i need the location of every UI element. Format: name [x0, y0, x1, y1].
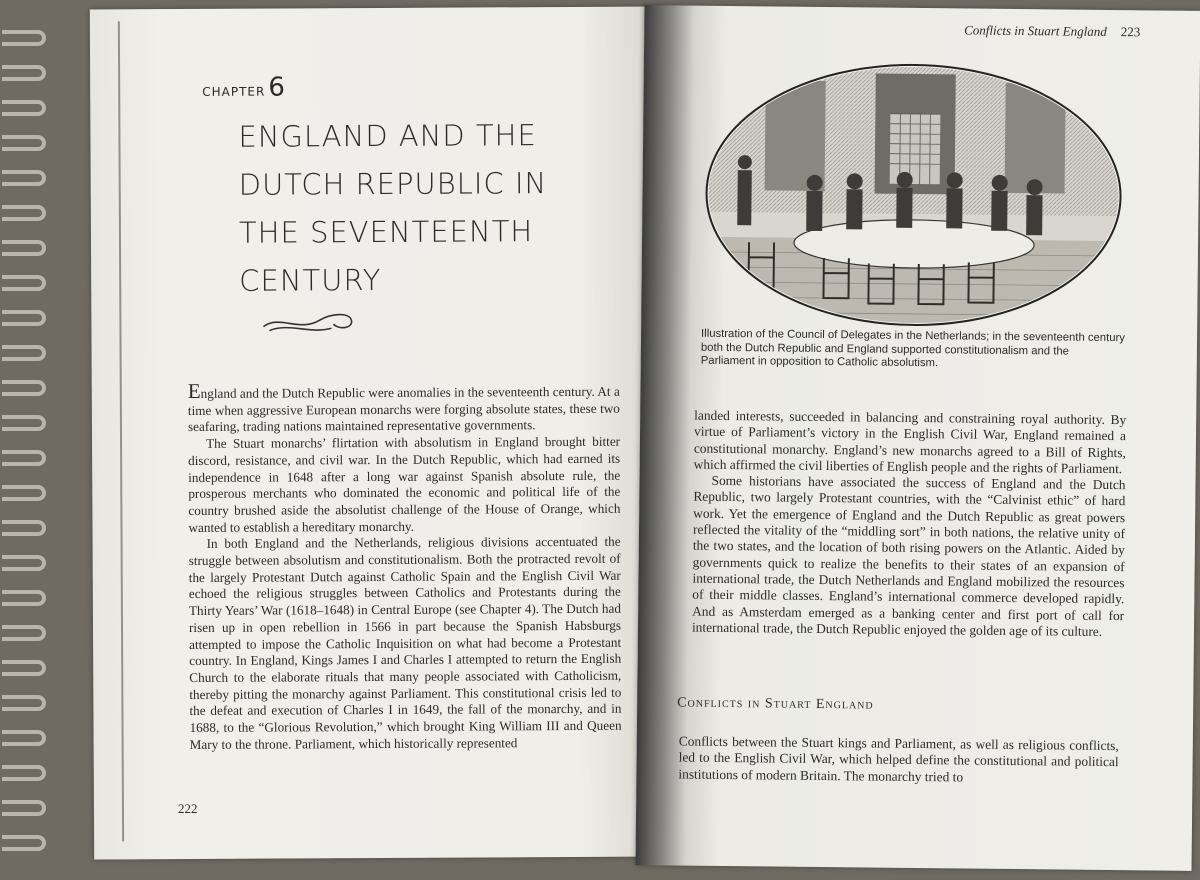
paragraph: [187, 378, 620, 436]
title-line: DUTCH REPUBLIC IN: [238, 166, 548, 202]
page-number: 223: [1120, 24, 1141, 40]
title-line: THE SEVENTEENTH: [238, 214, 534, 250]
paragraph: The Stuart monarchs’ flirtation with absolutism in England brought bitter discord, resistance, and civil war. In the Dutch Republic, which had earned its independence in 1648 after a long war against Spanish absolute rule, the prosperous merchants who dominated the economic and political life of the country brushed aside the absolutist challenge of the House of Orange, which wanted to establish a hereditary monarchy.: [188, 433, 621, 535]
page-number: 222: [177, 800, 198, 817]
paragraph: Some historians have associated the success of England and the Dutch Republic, two largely Protestant countries, with the “Calvinist ethic” of hard work. Yet the emergence of England and the Dutch Republic as great powers reflected the vitality of the “middling sort” in both nations, the relative unity of the two states, and the location of both rising powers on the Atlantic. Aided by governments quick to realize the benefits to their states of an expansion of international trade, the Dutch Netherlands and England mobilized the resources of their middle classes. England’s international commerce developed rapidly. And as Amsterdam emerged as a banking center and first port of call for international trade, the Dutch Republic enjoyed the golden age of its culture.: [691, 473, 1126, 639]
paragraph-text: ngland and the Dutch Republic were anomalies in the seventeenth century. At a time when aggressive European monarchs were forging absolute states, these two seafaring, trading nations maintained representative governments.: [187, 383, 620, 435]
paragraph: landed interests, succeeded in balancing and constraining royal authority. By virtue of Parliament’s victory in the English Civil War, England remained a constitutional monarchy. England’s new monarchs agreed to a Bill of Rights, which affirmed the civil liberties of English people and the rights of Parliament.: [693, 407, 1127, 477]
chapter-label: [202, 72, 286, 102]
chapter-word: CHAPTER: [202, 84, 266, 99]
section-heading: Conflicts in Stuart England: [677, 695, 874, 713]
title-line: CENTURY: [239, 262, 382, 298]
paragraph: Conflicts between the Stuart kings and Parliament, as well as religious conflicts, led to the English Civil War, which helped define the constitutional and political institutions of modern Britain. The monarchy tried to: [678, 733, 1119, 785]
running-head-title: Conflicts in Stuart England: [964, 22, 1107, 39]
flourish-ornament: [259, 306, 355, 337]
council-engraving-illustration: [703, 62, 1124, 328]
body-text: [692, 408, 1126, 641]
right-page: [636, 5, 1200, 871]
drop-cap: E: [187, 378, 201, 403]
chapter-title: [238, 111, 579, 305]
left-page: [90, 7, 666, 860]
section-body-text: [678, 734, 1118, 787]
chapter-number: 6: [268, 72, 286, 103]
title-line: ENGLAND AND THE: [238, 118, 537, 154]
spiral-binding: [0, 20, 50, 880]
paragraph: In both England and the Netherlands, religious divisions accentuated the struggle between absolutism and constitutionalism. Both the protracted revolt of the largely Protestant Dutch against Catholic Spain and the English Civil War echoed the religious struggles between Catholics and Protestants during the Thirty Years’ War (1618–1648) in Central Europe (see Chapter 4). The Dutch had risen up in open rebellion in 1566 in part because the Spanish Habsburgs attempted to impose the Catholic Inquisition on what had become a Protestant country. In England, Kings James I and Charles I attempted to return the English Church to the elaborate rituals that many people associated with Catholicism, thereby pitting the monarchy against Parliament. This constitutional crisis led to the defeat and execution of Charles I in 1649, the fall of the monarchy, and in 1688, to the “Glorious Revolution,” which brought King William III and Queen Mary to the throne. Parliament, which historically represented: [188, 534, 622, 752]
body-text: [187, 378, 622, 754]
running-head: [964, 22, 1140, 40]
page-edge-line: [118, 21, 124, 841]
illustration-caption: Illustration of the Council of Delegates in the Netherlands; in the seventeenth century both the Dutch Republic and England supported constitutionalism and the Parliament in opposition to Catholic absolutism.: [700, 327, 1126, 370]
